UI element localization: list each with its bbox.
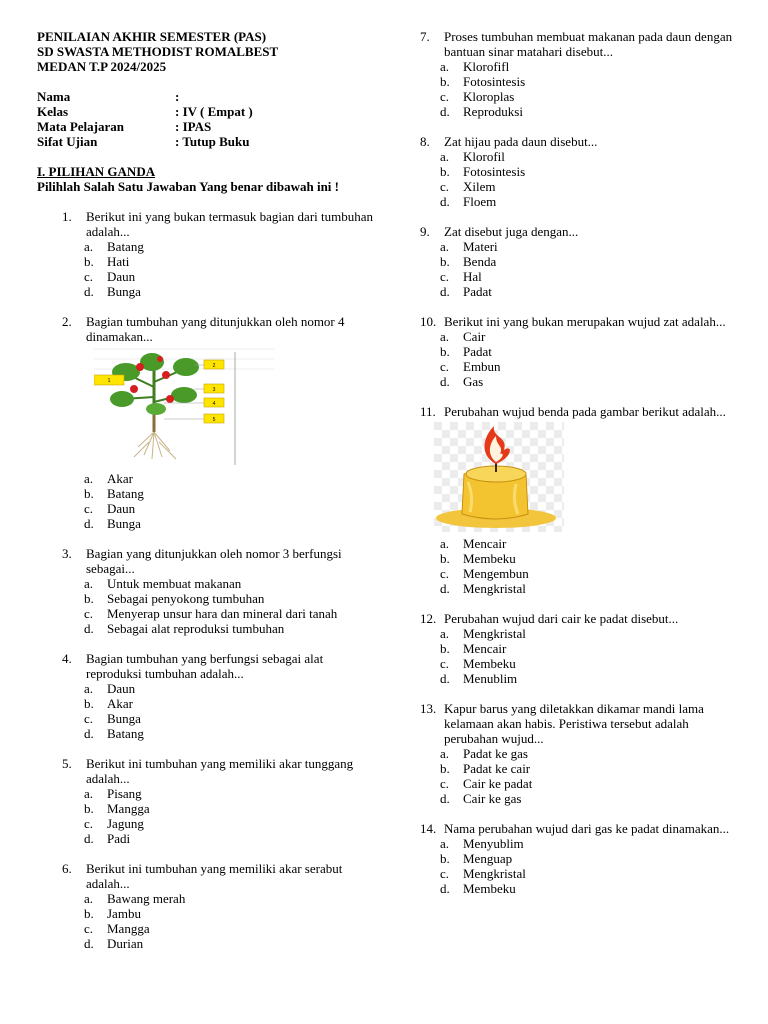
answer-option[interactable] <box>84 576 377 591</box>
answer-option[interactable] <box>84 516 377 531</box>
option-text: Mencair <box>463 641 507 656</box>
option-text: Padat ke cair <box>463 761 531 776</box>
option-text: Padat ke gas <box>463 746 528 761</box>
option-letter: b. <box>440 344 450 359</box>
question-6 <box>37 861 377 951</box>
answer-option[interactable] <box>84 831 377 846</box>
option-text: Klorofifl <box>463 59 510 74</box>
question-stem <box>37 314 377 344</box>
option-letter: b. <box>84 696 94 711</box>
question-number: 5. <box>62 756 72 771</box>
option-letter: a. <box>84 239 94 254</box>
answer-option[interactable] <box>440 836 738 851</box>
option-letter: c. <box>84 269 94 284</box>
plant-label-4: 4 <box>212 401 216 407</box>
option-letter: b. <box>440 551 450 566</box>
question-8 <box>420 134 738 209</box>
option-text: Cair ke gas <box>463 791 522 806</box>
option-letter: a. <box>440 149 450 164</box>
option-text: Akar <box>107 696 133 711</box>
option-letter: d. <box>440 374 450 389</box>
answer-option[interactable] <box>440 269 738 284</box>
info-row-mapel <box>37 119 377 134</box>
option-text: Durian <box>107 936 144 951</box>
option-text: Daun <box>107 501 136 516</box>
answer-option[interactable] <box>440 359 738 374</box>
answer-option[interactable] <box>440 149 738 164</box>
answer-option[interactable] <box>84 269 377 284</box>
option-text: Benda <box>463 254 497 269</box>
option-text: Mangga <box>107 801 150 816</box>
option-text: Klorofil <box>463 149 505 164</box>
question-stem <box>37 861 377 891</box>
answer-option[interactable] <box>440 566 738 581</box>
option-letter: b. <box>84 591 94 606</box>
option-text: Cair ke padat <box>463 776 533 791</box>
option-text: Menyerap unsur hara dan mineral dari tanah <box>107 606 338 621</box>
option-text: Membeku <box>463 551 516 566</box>
answer-option[interactable] <box>84 816 377 831</box>
answer-option[interactable] <box>440 851 738 866</box>
option-text: Menublim <box>463 671 518 686</box>
answer-option[interactable] <box>84 726 377 741</box>
option-letter: c. <box>84 816 94 831</box>
option-text: Xilem <box>463 179 496 194</box>
question-stem <box>37 209 377 239</box>
option-letter: d. <box>440 194 450 209</box>
answer-option[interactable] <box>84 696 377 711</box>
answer-option[interactable] <box>440 194 738 209</box>
option-text: Padi <box>107 831 131 846</box>
header-line-1: PENILAIAN AKHIR SEMESTER (PAS) <box>37 29 267 44</box>
plant-diagram-image <box>94 347 274 465</box>
question-stem <box>37 651 377 681</box>
question-stem <box>420 821 738 836</box>
option-letter: d. <box>84 726 94 741</box>
answer-option[interactable] <box>440 881 738 896</box>
option-letter: c. <box>440 89 450 104</box>
question-number: 11. <box>420 404 436 419</box>
option-text: Sebagai alat reproduksi tumbuhan <box>107 621 285 636</box>
plant-label-2: 2 <box>212 363 216 369</box>
option-letter: a. <box>84 576 94 591</box>
question-text: Zat disebut juga dengan... <box>444 224 579 239</box>
plant-label-5: 5 <box>212 417 216 423</box>
option-text: Daun <box>107 269 136 284</box>
answer-option[interactable] <box>84 936 377 951</box>
answer-option[interactable] <box>440 239 738 254</box>
option-letter: a. <box>440 536 450 551</box>
info-key: Nama <box>37 89 71 104</box>
option-text: Batang <box>107 486 144 501</box>
option-letter: a. <box>84 891 94 906</box>
option-text: Mengkristal <box>463 866 526 881</box>
option-letter: b. <box>440 851 450 866</box>
option-letter: d. <box>84 936 94 951</box>
answer-option[interactable] <box>84 501 377 516</box>
option-letter: a. <box>440 626 450 641</box>
answer-option[interactable] <box>440 671 738 686</box>
answer-option[interactable] <box>84 471 377 486</box>
option-letter: a. <box>440 239 450 254</box>
question-text: Proses tumbuhan membuat makanan pada daun dengan bantuan sinar matahari disebut... <box>444 29 733 59</box>
right-column <box>420 29 738 911</box>
answer-option[interactable] <box>84 239 377 254</box>
option-text: Floem <box>463 194 497 209</box>
answer-option[interactable] <box>84 606 377 621</box>
question-stem <box>420 701 738 746</box>
option-text: Membeku <box>463 881 516 896</box>
question-stem <box>420 29 738 59</box>
option-text: Padat <box>463 344 492 359</box>
option-letter: c. <box>440 776 450 791</box>
question-text: Bagian yang ditunjukkan oleh nomor 3 berfungsi sebagai... <box>86 546 342 576</box>
header-line-3: MEDAN T.P 2024/2025 <box>37 59 167 74</box>
question-stem <box>37 756 377 786</box>
question-9 <box>420 224 738 299</box>
option-text: Batang <box>107 726 144 741</box>
question-text: Zat hijau pada daun disebut... <box>444 134 598 149</box>
answer-option[interactable] <box>440 59 738 74</box>
option-letter: c. <box>440 359 450 374</box>
answer-option[interactable] <box>440 164 738 179</box>
left-column <box>37 29 377 966</box>
option-letter: d. <box>84 516 94 531</box>
option-text: Reproduksi <box>463 104 523 119</box>
option-text: Menguap <box>463 851 513 866</box>
melting-candle-image <box>434 422 564 532</box>
option-text: Untuk membuat makanan <box>107 576 242 591</box>
answer-option[interactable] <box>440 89 738 104</box>
question-number: 4. <box>62 651 72 666</box>
plant-label-1: 1 <box>107 378 111 384</box>
question-text: Bagian tumbuhan yang berfungsi sebagai alat reproduksi tumbuhan adalah... <box>86 651 324 681</box>
section-title: I. PILIHAN GANDA <box>37 164 156 179</box>
option-letter: b. <box>440 761 450 776</box>
question-stem <box>420 134 738 149</box>
question-1 <box>37 209 377 299</box>
option-text: Batang <box>107 239 144 254</box>
answer-option[interactable] <box>440 284 738 299</box>
question-11 <box>420 404 738 596</box>
answer-option[interactable] <box>84 284 377 299</box>
answer-option[interactable] <box>440 746 738 761</box>
answer-option[interactable] <box>84 591 377 606</box>
option-letter: d. <box>440 284 450 299</box>
option-letter: b. <box>84 254 94 269</box>
answer-option[interactable] <box>440 761 738 776</box>
question-text: Berikut ini yang bukan termasuk bagian dari tumbuhan adalah... <box>86 209 374 239</box>
option-letter: a. <box>440 746 450 761</box>
answer-option[interactable] <box>84 711 377 726</box>
answer-option[interactable] <box>84 486 377 501</box>
option-text: Bunga <box>107 516 141 531</box>
option-text: Mencair <box>463 536 507 551</box>
option-text: Cair <box>463 329 486 344</box>
option-letter: c. <box>84 921 94 936</box>
question-13 <box>420 701 738 806</box>
option-letter: a. <box>84 471 94 486</box>
student-info <box>37 89 377 149</box>
question-number: 3. <box>62 546 72 561</box>
option-letter: a. <box>440 59 450 74</box>
question-number: 12. <box>420 611 437 626</box>
option-text: Fotosintesis <box>463 164 526 179</box>
option-text: Menyublim <box>463 836 524 851</box>
info-row-nama <box>37 89 377 104</box>
option-letter: b. <box>84 801 94 816</box>
option-text: Hati <box>107 254 130 269</box>
option-text: Akar <box>107 471 133 486</box>
info-value: : <box>175 89 180 104</box>
info-key: Mata Pelajaran <box>37 119 125 134</box>
option-text: Daun <box>107 681 136 696</box>
info-key: Kelas <box>37 104 69 119</box>
option-text: Kloroplas <box>463 89 515 104</box>
answer-option[interactable] <box>84 921 377 936</box>
info-row-sifat <box>37 134 377 149</box>
answer-option[interactable] <box>84 786 377 801</box>
option-letter: d. <box>84 284 94 299</box>
option-text: Mengkristal <box>463 581 526 596</box>
option-text: Hal <box>463 269 482 284</box>
answer-option[interactable] <box>84 254 377 269</box>
answer-option[interactable] <box>84 891 377 906</box>
option-letter: c. <box>84 606 94 621</box>
option-text: Gas <box>463 374 484 389</box>
answer-option[interactable] <box>440 626 738 641</box>
option-text: Embun <box>463 359 501 374</box>
answer-option[interactable] <box>440 866 738 881</box>
question-stem <box>420 224 738 239</box>
option-text: Bawang merah <box>107 891 186 906</box>
answer-option[interactable] <box>440 641 738 656</box>
question-10 <box>420 314 738 389</box>
option-text: Fotosintesis <box>463 74 526 89</box>
answer-option[interactable] <box>84 906 377 921</box>
question-12 <box>420 611 738 686</box>
info-row-kelas <box>37 104 377 119</box>
plant-label-3: 3 <box>212 387 216 393</box>
question-number: 2. <box>62 314 72 329</box>
question-text: Nama perubahan wujud dari gas ke padat dinamakan... <box>444 821 730 836</box>
answer-option[interactable] <box>440 374 738 389</box>
option-text: Bunga <box>107 711 141 726</box>
option-letter: c. <box>440 179 450 194</box>
option-letter: c. <box>84 501 94 516</box>
question-stem <box>420 611 738 626</box>
option-text: Bunga <box>107 284 141 299</box>
info-value: : Tutup Buku <box>175 134 250 149</box>
option-letter: d. <box>440 791 450 806</box>
option-text: Jambu <box>107 906 141 921</box>
section-header <box>37 164 377 194</box>
answer-option[interactable] <box>440 536 738 551</box>
question-text: Berikut ini yang bukan merupakan wujud zat adalah... <box>444 314 726 329</box>
answer-option[interactable] <box>440 179 738 194</box>
question-stem <box>420 314 738 329</box>
answer-option[interactable] <box>440 254 738 269</box>
info-key: Sifat Ujian <box>37 134 98 149</box>
question-number: 8. <box>420 134 430 149</box>
question-number: 1. <box>62 209 72 224</box>
option-letter: a. <box>84 786 94 801</box>
answer-option[interactable] <box>84 801 377 816</box>
question-2 <box>37 314 377 531</box>
option-letter: d. <box>440 581 450 596</box>
question-5 <box>37 756 377 846</box>
question-text: Berikut ini tumbuhan yang memiliki akar serabut adalah... <box>86 861 343 891</box>
questions-left <box>37 209 377 951</box>
question-stem <box>420 404 738 419</box>
option-letter: b. <box>440 641 450 656</box>
question-4 <box>37 651 377 741</box>
option-text: Mangga <box>107 921 150 936</box>
answer-option[interactable] <box>440 104 738 119</box>
option-letter: b. <box>84 906 94 921</box>
option-letter: d. <box>84 831 94 846</box>
question-number: 10. <box>420 314 437 329</box>
section-instruction: Pilihlah Salah Satu Jawaban Yang benar dibawah ini ! <box>37 179 339 194</box>
question-7 <box>420 29 738 119</box>
answer-option[interactable] <box>440 656 738 671</box>
answer-option[interactable] <box>440 581 738 596</box>
option-letter: a. <box>84 681 94 696</box>
option-letter: b. <box>84 486 94 501</box>
answer-option[interactable] <box>440 551 738 566</box>
header-line-2: SD SWASTA METHODIST ROMALBEST <box>37 44 279 59</box>
question-number: 7. <box>420 29 430 44</box>
question-text: Perubahan wujud dari cair ke padat disebut... <box>444 611 679 626</box>
option-text: Mengembun <box>463 566 529 581</box>
option-letter: d. <box>440 881 450 896</box>
option-letter: b. <box>440 74 450 89</box>
option-text: Membeku <box>463 656 516 671</box>
info-value: : IPAS <box>175 119 212 134</box>
question-number: 14. <box>420 821 437 836</box>
question-text: Berikut ini tumbuhan yang memiliki akar tunggang adalah... <box>86 756 354 786</box>
option-letter: c. <box>440 269 450 284</box>
option-letter: c. <box>440 866 450 881</box>
option-letter: c. <box>440 656 450 671</box>
option-text: Sebagai penyokong tumbuhan <box>107 591 265 606</box>
answer-option[interactable] <box>440 74 738 89</box>
question-text: Perubahan wujud benda pada gambar berikut adalah... <box>444 404 726 419</box>
question-number: 13. <box>420 701 437 716</box>
option-letter: d. <box>84 621 94 636</box>
answer-option[interactable] <box>440 344 738 359</box>
option-text: Materi <box>463 239 498 254</box>
option-letter: b. <box>440 254 450 269</box>
question-number: 6. <box>62 861 72 876</box>
answer-option[interactable] <box>440 791 738 806</box>
question-14 <box>420 821 738 896</box>
option-letter: c. <box>84 711 94 726</box>
answer-option[interactable] <box>440 776 738 791</box>
candle-figure <box>434 422 738 535</box>
answer-option[interactable] <box>84 681 377 696</box>
question-3 <box>37 546 377 636</box>
option-text: Pisang <box>107 786 142 801</box>
option-letter: b. <box>440 164 450 179</box>
option-letter: d. <box>440 671 450 686</box>
question-stem <box>37 546 377 576</box>
option-letter: a. <box>440 836 450 851</box>
option-text: Padat <box>463 284 492 299</box>
option-letter: d. <box>440 104 450 119</box>
answer-option[interactable] <box>440 329 738 344</box>
question-text: Kapur barus yang diletakkan dikamar mandi lama kelamaan akan habis. Peristiwa tersebut adalah perubahan wujud... <box>444 701 704 746</box>
option-text: Mengkristal <box>463 626 526 641</box>
info-value: : IV ( Empat ) <box>175 104 253 119</box>
option-letter: c. <box>440 566 450 581</box>
answer-option[interactable] <box>84 621 377 636</box>
question-text: Bagian tumbuhan yang ditunjukkan oleh nomor 4 dinamakan... <box>86 314 345 344</box>
option-letter: a. <box>440 329 450 344</box>
option-text: Jagung <box>107 816 144 831</box>
question-number: 9. <box>420 224 430 239</box>
plant-figure <box>94 347 377 468</box>
exam-header <box>37 29 377 74</box>
